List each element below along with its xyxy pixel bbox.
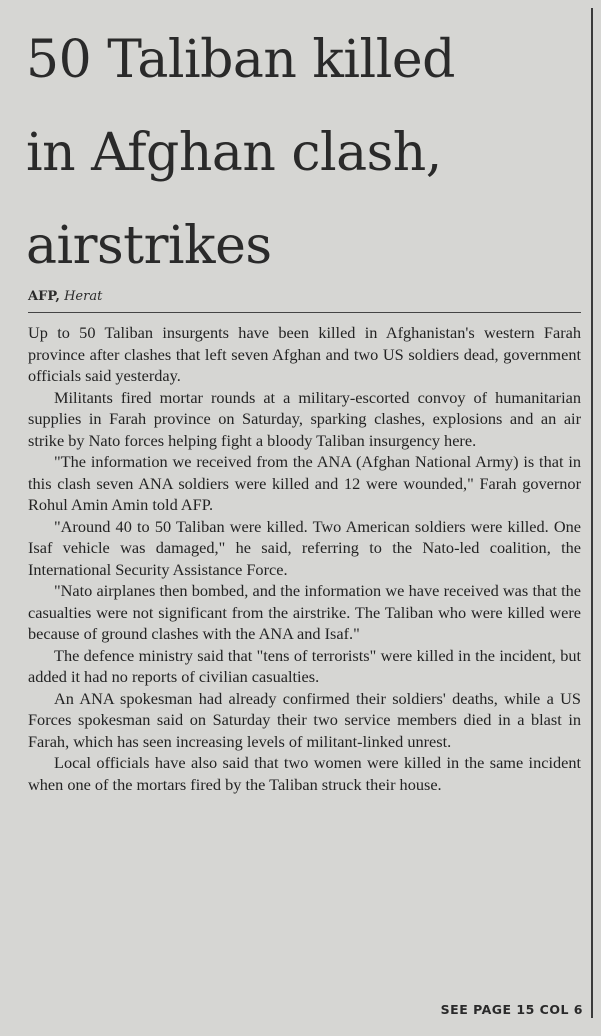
byline-agency: AFP, <box>28 289 60 304</box>
article-paragraph: "Around 40 to 50 Taliban were killed. Two American soldiers were killed. One Isaf vehicle was damaged," he said, referring to the Nato-led coalition, the International Security Assistance Force. <box>28 516 581 579</box>
byline-place: Herat <box>64 289 103 304</box>
byline <box>28 289 102 304</box>
continuation-reference: SEE PAGE 15 COL 6 <box>440 1002 583 1017</box>
byline-divider <box>28 312 581 313</box>
article-paragraph: Local officials have also said that two women were killed in the same incident when one of the mortars fired by the Taliban struck their house. <box>28 753 581 794</box>
headline-line-3: airstrikes <box>26 216 272 276</box>
article-paragraph: Militants fired mortar rounds at a military-escorted convoy of humanitarian supplies in Farah province on Saturday, sparking clashes, explosions and an air strike by Nato forces helping fight a bloody Taliban insurgency here. <box>28 387 581 450</box>
article-paragraph: An ANA spokesman had already confirmed their soldiers' deaths, while a US Forces spokesman said on Saturday their two service members died in a blast in Farah, which has seen increasing levels of militant-linked unrest. <box>28 688 581 751</box>
column-rule <box>591 8 593 1018</box>
article-paragraph: "Nato airplanes then bombed, and the information we have received was that the casualties were not significant from the airstrike. The Taliban who were killed were because of ground clashes with the ANA and Isaf." <box>28 581 581 643</box>
headline-line-1: 50 Taliban killed <box>26 30 455 90</box>
article-paragraph: Up to 50 Taliban insurgents have been killed in Afghanistan's western Farah province after clashes that left seven Afghan and two US soldiers dead, government officials said yesterday. <box>28 323 581 385</box>
headline-line-2: in Afghan clash, <box>26 123 442 183</box>
headline <box>26 14 586 293</box>
article-body <box>28 322 581 795</box>
article-paragraph: The defence ministry said that "tens of terrorists" were killed in the incident, but added it had no reports of civilian casualties. <box>28 645 581 686</box>
article-paragraph: "The information we received from the ANA (Afghan National Army) is that in this clash seven ANA soldiers were killed and 12 were wounded," Farah governor Rohul Amin Amin told AFP. <box>28 452 581 514</box>
